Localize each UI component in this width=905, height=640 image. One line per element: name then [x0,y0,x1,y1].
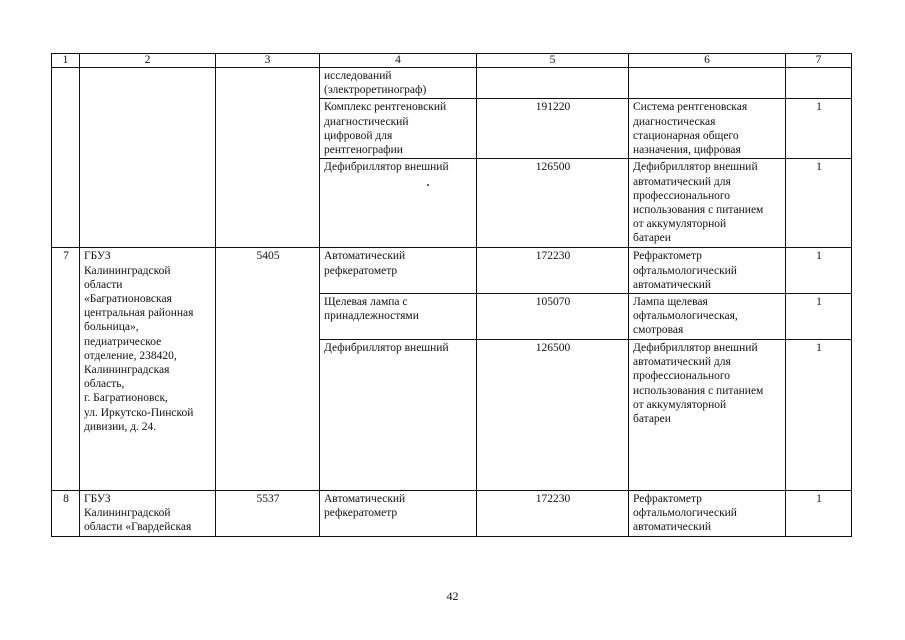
nkmi-code-cell: 126500 [477,340,629,491]
nkmi-code-cell [477,68,629,99]
quantity-cell: 1 [786,294,852,340]
org-name-cell: ГБУЗ Калининградской области «Багратионовская центральная районная больница», педиатрическое отделение, 238420, Калининградская область, г. Багратионовск, ул. Иркутско-Пинской дивизии, д. 24. [80,248,216,491]
nkmi-name-cell: Рефрактометр офтальмологический автоматический [629,491,786,537]
column-number: 7 [786,54,852,68]
column-number: 1 [52,54,80,68]
equipment-name-cell: Дефибриллятор внешний [320,340,477,491]
column-number-row [52,54,852,68]
nkmi-name-cell: Дефибриллятор внешний автоматический для профессионального использования с питанием от аккумуляторной батареи [629,340,786,491]
column-number: 4 [320,54,477,68]
org-number-cell: 8 [52,491,80,537]
equipment-table [51,53,852,537]
nkmi-code-cell: 172230 [477,491,629,537]
nkmi-name-cell: Рефрактометр офтальмологический автоматический [629,248,786,294]
quantity-cell: 1 [786,159,852,248]
nkmi-name-cell [629,68,786,99]
equipment-name-cell: Автоматический рефкератометр [320,491,477,537]
quantity-cell: 1 [786,340,852,491]
org-number-cell [52,68,80,248]
quantity-cell: 1 [786,248,852,294]
equipment-name-cell: исследований (электроретинограф) [320,68,477,99]
org-id-cell [216,68,320,248]
equipment-name-cell: Щелевая лампа с принадлежностями [320,294,477,340]
org-name-cell: ГБУЗ Калининградской области «Гвардейская [80,491,216,537]
org-name-cell [80,68,216,248]
nkmi-code-cell: 126500 [477,159,629,248]
nkmi-code-cell: 105070 [477,294,629,340]
nkmi-code-cell: 172230 [477,248,629,294]
column-number: 5 [477,54,629,68]
table-row [52,491,852,537]
org-number-cell: 7 [52,248,80,491]
nkmi-name-cell: Дефибриллятор внешний автоматический для профессионального использования с питанием от аккумуляторной батареи [629,159,786,248]
equipment-name-cell: Автоматический рефкератометр [320,248,477,294]
equipment-name-cell: Комплекс рентгеновский диагностический цифровой для рентгенографии [320,99,477,159]
nkmi-code-cell: 191220 [477,99,629,159]
nkmi-name-cell: Система рентгеновская диагностическая стационарная общего назначения, цифровая [629,99,786,159]
table-row [52,248,852,294]
column-number: 6 [629,54,786,68]
quantity-cell: 1 [786,99,852,159]
quantity-cell [786,68,852,99]
equipment-name-cell: Дефибриллятор внешний [320,159,477,248]
column-number: 2 [80,54,216,68]
page-number: 42 [446,589,459,603]
quantity-cell: 1 [786,491,852,537]
nkmi-name-cell: Лампа щелевая офтальмологическая, смотровая [629,294,786,340]
scan-speck [427,184,429,186]
org-id-cell: 5405 [216,248,320,491]
org-id-cell: 5537 [216,491,320,537]
column-number: 3 [216,54,320,68]
table-row [52,68,852,99]
